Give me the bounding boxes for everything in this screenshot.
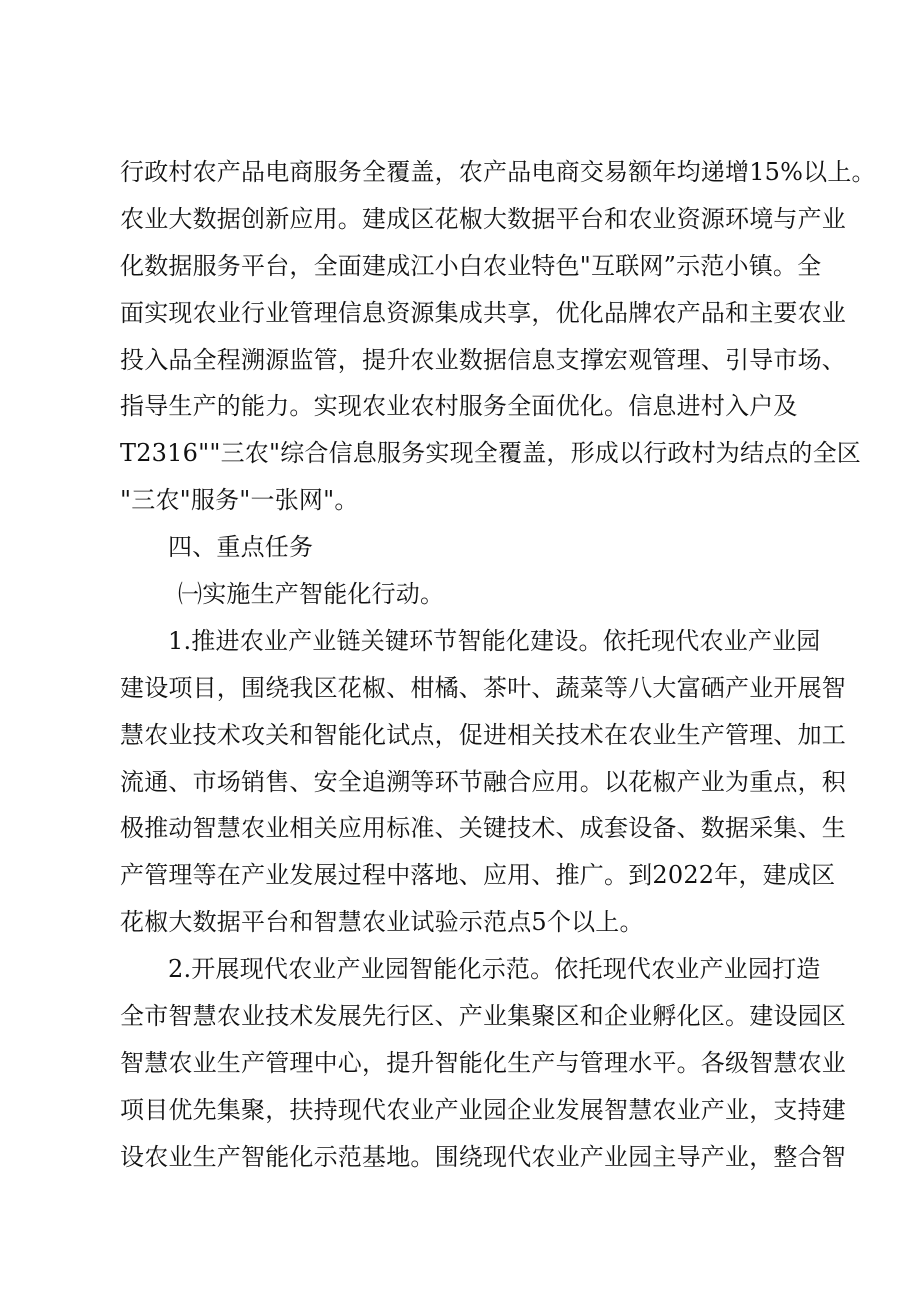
paragraph-line: 面实现农业行业管理信息资源集成共享，优化品牌农产品和主要农业 [120, 298, 846, 327]
paragraph-line: "三农"服务"一张网"。 [120, 486, 359, 515]
paragraph-line: 花椒大数据平台和智慧农业试验示范点5个以上。 [120, 908, 644, 937]
section-heading: 四、重点任务 [168, 533, 314, 562]
paragraph-line: 建设项目，围绕我区花椒、柑橘、茶叶、蔬菜等八大富硒产业开展智 [120, 673, 846, 702]
paragraph-line: 行政村农产品电商服务全覆盖，农产品电商交易额年均递增15%以上。 [120, 158, 876, 186]
subsection-heading: ㈠实施生产智能化行动。 [178, 580, 445, 609]
document-body [120, 158, 876, 1192]
paragraph-line: 流通、市场销售、安全追溯等环节融合应用。以花椒产业为重点，积 [120, 767, 846, 796]
paragraph-line: 指导生产的能力。实现农业农村服务全面优化。信息进村入户及 [120, 392, 798, 421]
paragraph-line: 项目优先集聚，扶持现代农业产业园企业发展智慧农业产业，支持建 [120, 1095, 846, 1124]
paragraph-line: 1.推进农业产业链关键环节智能化建设。依托现代农业产业园 [168, 626, 821, 655]
paragraph-line: 全市智慧农业技术发展先行区、产业集聚区和企业孵化区。建设园区 [120, 1002, 846, 1031]
paragraph-line: 化数据服务平台，全面建成江小白农业特色"互联网”示范小镇。全 [120, 251, 822, 280]
paragraph-line: 投入品全程溯源监管，提升农业数据信息支撑宏观管理、引导市场、 [120, 345, 846, 374]
paragraph-line: 设农业生产智能化示范基地。围绕现代农业产业园主导产业，整合智 [120, 1142, 846, 1171]
paragraph-line: 慧农业技术攻关和智能化试点，促进相关技术在农业生产管理、加工 [120, 720, 846, 749]
paragraph-line: 极推动智慧农业相关应用标准、关键技术、成套设备、数据采集、生 [120, 814, 846, 843]
paragraph-line: 产管理等在产业发展过程中落地、应用、推广。到2022年，建成区 [120, 861, 836, 890]
paragraph-line: 智慧农业生产管理中心，提升智能化生产与管理水平。各级智慧农业 [120, 1048, 846, 1077]
paragraph-line: 2.开展现代农业产业园智能化示范。依托现代农业产业园打造 [168, 955, 821, 984]
paragraph-line: T2316""三农"综合信息服务实现全覆盖，形成以行政村为结点的全区 [120, 439, 862, 468]
paragraph-line: 农业大数据创新应用。建成区花椒大数据平台和农业资源环境与产业 [120, 204, 846, 233]
